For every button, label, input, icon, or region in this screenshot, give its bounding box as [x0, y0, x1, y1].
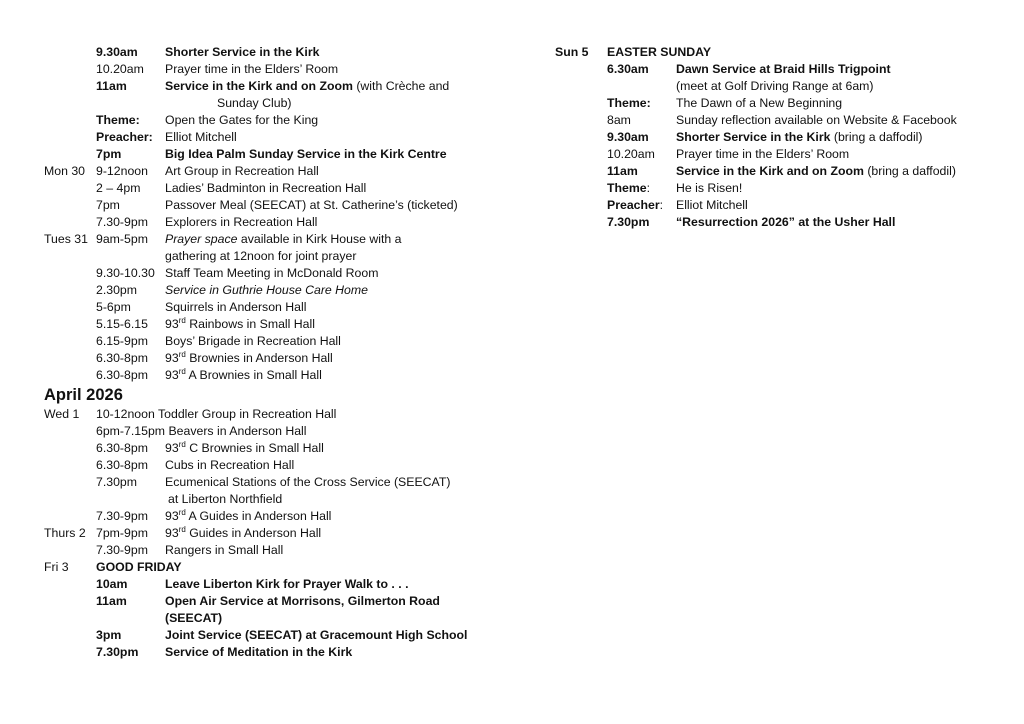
schedule-row [44, 197, 514, 214]
schedule-row [555, 95, 995, 112]
ordinal-suffix: rd [178, 525, 186, 534]
time-label: 7.30-9pm [96, 215, 148, 229]
theme-value: The Dawn of a New Beginning [676, 96, 843, 110]
left-column [44, 44, 514, 661]
theme-label: Theme: [607, 96, 651, 110]
time-label: 9-12noon [96, 164, 148, 178]
theme-label-text: Theme [607, 181, 647, 195]
unit-number: 93 [165, 351, 179, 365]
day-label [555, 78, 607, 95]
time-label: 3pm [96, 628, 122, 642]
schedule-row-continuation [44, 610, 514, 627]
event-desc-rest: A Brownies in Small Hall [185, 368, 322, 382]
time-label: 9am-5pm [96, 232, 148, 246]
event-desc: Leave Liberton Kirk for Prayer Walk to . . . [165, 577, 409, 591]
event-desc: Boys’ Brigade in Recreation Hall [165, 334, 341, 348]
time-label: 6.30am [607, 62, 649, 76]
ordinal-suffix: rd [178, 316, 186, 325]
day-label [44, 61, 96, 78]
time-label: 6.30-8pm [96, 441, 148, 455]
theme-value: He is Risen! [676, 181, 743, 195]
event-title: Shorter Service in the Kirk [676, 130, 831, 144]
schedule-row [44, 644, 514, 661]
time-label: 7.30pm [96, 645, 139, 659]
schedule-row [44, 542, 514, 559]
day-heading: EASTER SUNDAY [607, 45, 712, 59]
theme-label-colon: : [646, 181, 651, 195]
time-label: 11am [96, 594, 127, 608]
time-label: 7.30pm [607, 215, 650, 229]
day-label: Mon 30 [44, 164, 86, 178]
schedule-row [44, 299, 514, 316]
event-desc: Ladies’ Badminton in Recreation Hall [165, 181, 367, 195]
schedule-row [44, 627, 514, 644]
unit-number: 93 [165, 368, 179, 382]
time-label: 6.30-8pm [96, 368, 148, 382]
schedule-row [44, 44, 514, 61]
day-label: Thurs 2 [44, 526, 86, 540]
schedule-row [555, 214, 995, 231]
day-label [44, 95, 96, 112]
ordinal-suffix: rd [178, 440, 186, 449]
event-title-italic: Prayer space [165, 232, 238, 246]
schedule-row [44, 146, 514, 163]
event-desc: Joint Service (SEECAT) at Gracemount High School [165, 628, 468, 642]
schedule-row [44, 559, 514, 576]
event-desc-continuation: gathering at 12noon for joint prayer [165, 249, 357, 263]
time-label: 7pm [96, 198, 120, 212]
day-label [555, 61, 607, 78]
event-desc-rest: Guides in Anderson Hall [185, 526, 322, 540]
schedule-row [44, 61, 514, 78]
event-desc: Service in Guthrie House Care Home [165, 283, 368, 297]
day-label [44, 644, 96, 661]
day-label [44, 610, 96, 627]
day-label [44, 146, 96, 163]
right-column [555, 44, 995, 231]
time-label: 7pm [96, 147, 122, 161]
schedule-row [44, 406, 514, 423]
event-desc: Staff Team Meeting in McDonald Room [165, 266, 379, 280]
day-label [44, 78, 96, 95]
schedule-row [44, 180, 514, 197]
day-label [44, 457, 96, 474]
day-label: Sun 5 [555, 45, 589, 59]
schedule-row [555, 163, 995, 180]
time-label: 8am [607, 113, 631, 127]
event-desc [165, 231, 514, 248]
day-label [44, 627, 96, 644]
time-label: 6.30-8pm [96, 351, 148, 365]
preacher-label: Preacher: [96, 130, 153, 144]
theme-value: Open the Gates for the King [165, 113, 319, 127]
schedule-row [44, 163, 514, 180]
day-label [44, 129, 96, 146]
schedule-row [44, 78, 514, 95]
schedule-row [44, 350, 514, 367]
preacher-label-colon: : [659, 198, 664, 212]
theme-label [607, 180, 676, 197]
day-label [555, 214, 607, 231]
schedule-row [44, 214, 514, 231]
time-label: 5.15-6.15 [96, 317, 148, 331]
event-desc [165, 525, 514, 542]
day-label: Fri 3 [44, 560, 69, 574]
event-desc-rest: C Brownies in Small Hall [185, 441, 324, 455]
day-label: Tues 31 [44, 232, 88, 246]
event-desc: 6pm-7.15pm Beavers in Anderson Hall [96, 424, 307, 438]
day-label [44, 367, 96, 384]
schedule-row [44, 457, 514, 474]
time-label: 2 – 4pm [96, 181, 141, 195]
day-label [44, 197, 96, 214]
time-label: 10am [96, 577, 128, 591]
day-label [44, 248, 96, 265]
ordinal-suffix: rd [178, 508, 186, 517]
day-label [44, 282, 96, 299]
time-label: 7.30pm [96, 475, 138, 489]
schedule-row [555, 129, 995, 146]
day-label [555, 180, 607, 197]
event-desc: Service of Meditation in the Kirk [165, 645, 353, 659]
event-note: (bring a daffodil) [863, 164, 956, 178]
event-desc: Prayer time in the Elders’ Room [165, 62, 339, 76]
time-label: 2.30pm [96, 283, 138, 297]
event-desc-continuation: (meet at Golf Driving Range at 6am) [676, 79, 874, 93]
event-desc: Cubs in Recreation Hall [165, 458, 295, 472]
event-desc-continuation: Sunday Club) [217, 96, 292, 110]
event-note: (with Crèche and [352, 79, 450, 93]
time-label: 6.30-8pm [96, 458, 148, 472]
day-label [44, 112, 96, 129]
event-desc-rest: available in Kirk House with a [237, 232, 402, 246]
day-label [555, 95, 607, 112]
day-label [44, 423, 96, 440]
time-label: 7.30-9pm [96, 509, 148, 523]
time-label: 11am [96, 79, 127, 93]
event-desc [676, 163, 995, 180]
unit-number: 93 [165, 509, 179, 523]
event-desc [676, 129, 995, 146]
schedule-row [44, 423, 514, 440]
event-desc: Shorter Service in the Kirk [165, 45, 320, 59]
preacher-value: Elliot Mitchell [676, 198, 748, 212]
event-note: (bring a daffodil) [830, 130, 923, 144]
theme-label: Theme: [96, 113, 140, 127]
time-label [96, 491, 165, 508]
time-label: 9.30-10.30 [96, 266, 155, 280]
event-desc: Open Air Service at Morrisons, Gilmerton Road [165, 594, 440, 608]
day-label [44, 440, 96, 457]
day-label [555, 163, 607, 180]
schedule-row [44, 265, 514, 282]
schedule-row [44, 508, 514, 525]
event-desc: Ecumenical Stations of the Cross Service (SEECAT) [165, 475, 451, 489]
event-desc [165, 440, 514, 457]
event-desc [165, 78, 514, 95]
event-desc [165, 350, 514, 367]
time-label: 6.15-9pm [96, 334, 148, 348]
event-title: Service in the Kirk and on Zoom [676, 164, 864, 178]
time-label: 11am [607, 164, 638, 178]
event-desc: Passover Meal (SEECAT) at St. Catherine’s (ticketed) [165, 198, 458, 212]
time-label: 9.30am [96, 45, 138, 59]
day-label [44, 265, 96, 282]
unit-number: 93 [165, 317, 179, 331]
day-label: Wed 1 [44, 407, 80, 421]
event-desc: 10-12noon Toddler Group in Recreation Hall [96, 407, 337, 421]
day-label [555, 197, 607, 214]
event-desc: Explorers in Recreation Hall [165, 215, 318, 229]
schedule-row [44, 231, 514, 248]
day-label [44, 576, 96, 593]
unit-number: 93 [165, 526, 179, 540]
schedule-row [44, 474, 514, 491]
schedule-row [44, 593, 514, 610]
event-desc: Squirrels in Anderson Hall [165, 300, 307, 314]
day-label [44, 474, 96, 491]
event-desc: Sunday reflection available on Website & Facebook [676, 113, 957, 127]
schedule-row [44, 282, 514, 299]
preacher-value: Elliot Mitchell [165, 130, 237, 144]
day-label [44, 180, 96, 197]
month-heading: April 2026 [44, 386, 123, 404]
event-title: Service in the Kirk and on Zoom [165, 79, 353, 93]
event-desc-rest: A Guides in Anderson Hall [185, 509, 332, 523]
schedule-row [555, 180, 995, 197]
schedule-row-continuation [555, 78, 995, 95]
schedule-row [44, 525, 514, 542]
day-label [44, 299, 96, 316]
event-desc-rest: Brownies in Anderson Hall [185, 351, 333, 365]
event-desc-rest: Rainbows in Small Hall [185, 317, 315, 331]
day-label [44, 593, 96, 610]
time-label: 9.30am [607, 130, 649, 144]
schedule-row [44, 333, 514, 350]
schedule-row [555, 146, 995, 163]
day-label [44, 316, 96, 333]
event-desc: “Resurrection 2026” at the Usher Hall [676, 215, 896, 229]
day-label [44, 214, 96, 231]
event-desc [165, 508, 514, 525]
day-label [555, 112, 607, 129]
schedule-row-continuation [44, 95, 514, 112]
time-label: 5-6pm [96, 300, 131, 314]
day-label [44, 542, 96, 559]
day-label [44, 491, 96, 508]
event-desc: Prayer time in the Elders’ Room [676, 147, 850, 161]
schedule-row [44, 440, 514, 457]
time-label: 7pm-9pm [96, 526, 148, 540]
event-desc: Rangers in Small Hall [165, 543, 284, 557]
schedule-row [44, 316, 514, 333]
event-desc-continuation: (SEECAT) [165, 611, 223, 625]
time-label: 10.20am [607, 147, 655, 161]
schedule-row [555, 44, 995, 61]
time-label [607, 78, 676, 95]
event-desc: Art Group in Recreation Hall [165, 164, 319, 178]
time-label [96, 610, 165, 627]
ordinal-suffix: rd [178, 350, 186, 359]
time-label: 7.30-9pm [96, 543, 148, 557]
event-desc-continuation: at Liberton Northfield [168, 492, 283, 506]
ordinal-suffix: rd [178, 367, 186, 376]
day-heading: GOOD FRIDAY [96, 560, 182, 574]
day-label [44, 350, 96, 367]
day-label [44, 508, 96, 525]
schedule-row [44, 112, 514, 129]
day-label [555, 146, 607, 163]
event-desc: Big Idea Palm Sunday Service in the Kirk Centre [165, 147, 447, 161]
preacher-label-text: Preacher [607, 198, 660, 212]
event-desc [165, 367, 514, 384]
schedule-row-continuation [44, 491, 514, 508]
event-desc [165, 316, 514, 333]
time-label [96, 248, 165, 265]
unit-number: 93 [165, 441, 179, 455]
schedule-row [555, 61, 995, 78]
schedule-row [44, 367, 514, 384]
preacher-label [607, 197, 676, 214]
day-label [44, 333, 96, 350]
schedule-row-continuation [44, 248, 514, 265]
schedule-row [555, 197, 995, 214]
day-label [555, 129, 607, 146]
schedule-row [44, 129, 514, 146]
schedule-row [555, 112, 995, 129]
day-label [44, 44, 96, 61]
schedule-row [44, 576, 514, 593]
time-label: 10.20am [96, 62, 144, 76]
time-label [96, 95, 165, 112]
event-desc: Dawn Service at Braid Hills Trigpoint [676, 62, 891, 76]
